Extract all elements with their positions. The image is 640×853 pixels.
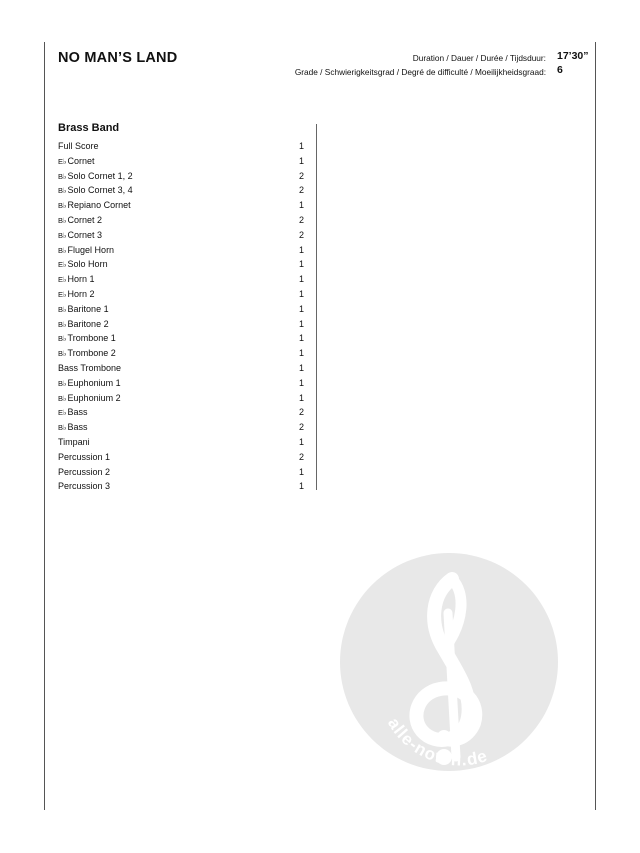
part-quantity: 1 (298, 481, 304, 492)
part-key: E♭ (58, 156, 67, 166)
part-key: B♭ (58, 334, 67, 344)
part-quantity: 1 (298, 303, 304, 314)
part-name (58, 183, 133, 199)
part-label: Cornet 2 (67, 214, 103, 225)
part-name (58, 213, 102, 229)
part-label: Cornet 3 (67, 229, 103, 240)
part-name (58, 154, 95, 170)
part-quantity: 1 (298, 377, 304, 388)
watermark (340, 553, 558, 771)
part-name (58, 405, 88, 421)
part-row (58, 317, 308, 332)
part-name (58, 391, 121, 407)
part-label: Baritone 2 (67, 318, 109, 329)
part-quantity: 1 (298, 200, 304, 211)
part-key: B♭ (58, 349, 67, 359)
grade-label: Grade / Schwierigkeitsgrad / Degré de difficulté / Moeilijkheidsgraad: (294, 67, 546, 77)
part-key: B♭ (58, 201, 67, 211)
part-row (58, 154, 308, 169)
part-key: E♭ (58, 275, 67, 285)
part-label: Solo Horn (67, 259, 108, 270)
part-quantity: 1 (298, 362, 304, 373)
part-row (58, 331, 308, 346)
part-label: Bass (67, 407, 88, 418)
duration-label: Duration / Dauer / Durée / Tijdsduur: (412, 53, 546, 63)
part-name (58, 272, 95, 288)
part-name (58, 376, 121, 392)
part-quantity: 1 (298, 436, 304, 447)
part-row (58, 302, 308, 317)
part-key: B♭ (58, 423, 67, 433)
part-name (58, 331, 116, 347)
part-label: Timpani (58, 436, 90, 447)
part-quantity: 1 (298, 288, 304, 299)
parts-list (58, 139, 308, 494)
part-row (58, 450, 308, 465)
part-label: Full Score (58, 141, 99, 151)
part-label: Repiano Cornet (67, 200, 131, 211)
part-row (58, 183, 308, 198)
part-name (58, 302, 109, 318)
part-row (58, 198, 308, 213)
part-name (58, 361, 121, 376)
part-label: Bass (67, 422, 88, 433)
part-row (58, 257, 308, 272)
column-divider (316, 124, 317, 490)
part-label: Flugel Horn (67, 244, 115, 255)
part-key: B♭ (58, 319, 67, 329)
part-name (58, 287, 95, 303)
part-label: Solo Cornet 1, 2 (67, 170, 133, 181)
part-quantity: 1 (298, 155, 304, 166)
part-name (58, 243, 114, 259)
part-row (58, 420, 308, 435)
grade-value: 6 (557, 64, 563, 76)
part-row (58, 287, 308, 302)
part-quantity: 1 (298, 244, 304, 255)
part-label: Horn 1 (67, 274, 95, 285)
page-border-right (595, 42, 596, 810)
part-quantity: 1 (298, 348, 304, 359)
part-quantity: 2 (298, 214, 304, 225)
part-key: E♭ (58, 408, 67, 418)
part-quantity: 1 (298, 274, 304, 285)
part-name (58, 317, 109, 333)
part-label: Percussion 1 (58, 451, 111, 462)
part-label: Euphonium 1 (67, 377, 121, 388)
part-name (58, 228, 102, 244)
part-name (58, 465, 110, 480)
part-row (58, 479, 308, 494)
part-quantity: 2 (298, 407, 304, 418)
part-key: B♭ (58, 171, 67, 181)
part-quantity: 1 (298, 466, 304, 477)
part-label: Euphonium 2 (67, 392, 121, 403)
part-quantity: 2 (298, 185, 304, 196)
part-row (58, 376, 308, 391)
part-key: E♭ (58, 260, 67, 270)
part-key: B♭ (58, 186, 67, 196)
part-label: Percussion 2 (58, 466, 111, 477)
part-key: B♭ (58, 304, 67, 314)
part-quantity: 1 (298, 141, 304, 151)
part-row (58, 465, 308, 480)
part-key: B♭ (58, 378, 67, 388)
part-name (58, 257, 108, 273)
part-row (58, 243, 308, 258)
part-label: Trombone 1 (67, 333, 116, 344)
part-row (58, 391, 308, 406)
part-name (58, 420, 88, 436)
part-name (58, 435, 90, 450)
part-key: B♭ (58, 393, 67, 403)
part-quantity: 1 (298, 318, 304, 329)
part-label: Solo Cornet 3, 4 (67, 185, 133, 196)
part-label: Percussion 3 (58, 481, 111, 492)
part-name (58, 198, 131, 214)
part-quantity: 2 (298, 422, 304, 433)
part-key: E♭ (58, 289, 67, 299)
part-label: Bass Trombone (58, 362, 122, 373)
watermark-text: alle-noten.de (383, 714, 491, 770)
part-label: Cornet (67, 155, 95, 166)
part-row (58, 435, 308, 450)
part-quantity: 2 (298, 229, 304, 240)
part-name (58, 346, 116, 362)
duration-value: 17’30” (557, 50, 589, 62)
part-quantity: 2 (298, 451, 304, 462)
part-row (58, 272, 308, 287)
part-row (58, 346, 308, 361)
part-quantity: 1 (298, 333, 304, 344)
part-key: B♭ (58, 230, 67, 240)
part-quantity: 1 (298, 259, 304, 270)
part-row (58, 228, 308, 243)
part-label: Trombone 2 (67, 348, 116, 359)
part-row (58, 169, 308, 184)
part-label: Baritone 1 (67, 303, 109, 314)
part-name (58, 169, 133, 185)
section-heading: Brass Band (58, 122, 120, 134)
part-key: B♭ (58, 215, 67, 225)
part-row (58, 361, 308, 376)
part-name (58, 479, 110, 494)
part-key: B♭ (58, 245, 67, 255)
part-row (58, 405, 308, 420)
part-name (58, 450, 110, 465)
piece-title: NO MAN’S LAND (58, 50, 178, 66)
part-row (58, 213, 308, 228)
part-quantity: 1 (298, 392, 304, 403)
page-border-left (44, 42, 45, 810)
part-name (58, 139, 99, 154)
part-quantity: 2 (298, 170, 304, 181)
part-row (58, 139, 308, 154)
part-label: Horn 2 (67, 288, 95, 299)
